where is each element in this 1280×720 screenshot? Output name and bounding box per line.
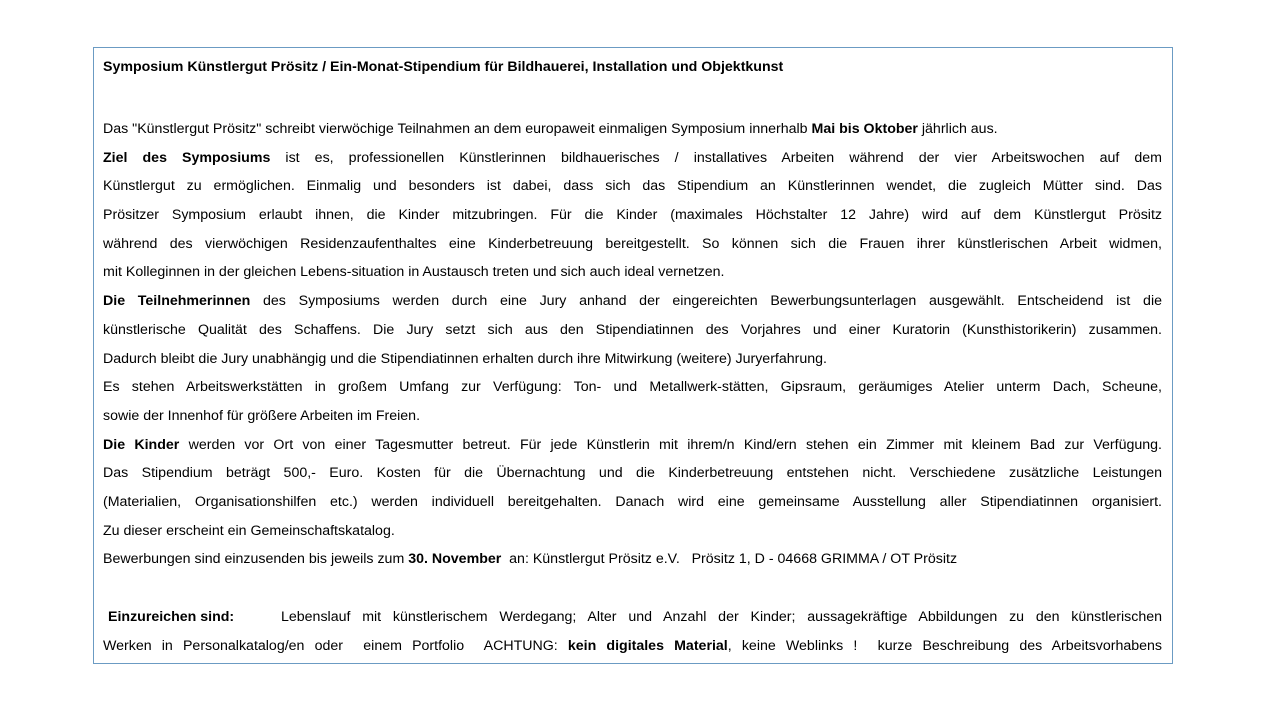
bewerbung-text: Bewerbungen sind einzusenden bis jeweils zum xyxy=(103,551,409,568)
werkstaetten-paragraph xyxy=(103,373,1162,430)
einzureichen-heading: Einzureichen sind: xyxy=(108,609,235,625)
ziel-line: Prösitzer Symposium erlaubt ihnen, die Kinder mitzubringen. Für die Kinder (maximales Höchstalter 12 Jahre) wird auf dem Künstlergut Prösitz xyxy=(103,207,1162,224)
ziel-paragraph xyxy=(103,144,1162,287)
document-title: Symposium Künstlergut Prösitz / Ein-Monat-Stipendium für Bildhauerei, Installation und Objektkunst xyxy=(103,59,784,75)
intro-text-end: jährlich aus. xyxy=(917,121,998,137)
einzureichen-line xyxy=(103,603,1162,632)
kinder-line: Das Stipendium beträgt 500,- Euro. Kosten für die Übernachtung und die Kinderbetreuung entstehen nicht. Verschiedene zusätzliche Leistungen xyxy=(103,465,1162,482)
ziel-heading: Ziel des Symposiums xyxy=(103,149,271,166)
kinder-line: Zu dieser erscheint ein Gemeinschaftskatalog. xyxy=(103,522,395,539)
teilnehmer-line: künstlerische Qualität des Schaffens. Die Jury setzt sich aus den Stipendiatinnen des Vorjahres und einer Kuratorin (Kunsthistorikerin) zusammen. xyxy=(103,321,1162,338)
kinder-line: (Materialien, Organisationshilfen etc.) werden individuell bereitgehalten. Danach wird eine gemeinsame Ausstellung aller Stipendiatinnen organisiert. xyxy=(103,493,1162,510)
einzureichen-line xyxy=(103,632,1162,661)
kinder-line xyxy=(103,431,1162,460)
einzureichen-text-end: , keine Weblinks ! kurze Beschreibung des Arbeitsvorhabens xyxy=(727,637,1163,654)
ziel-line xyxy=(103,144,1162,173)
ziel-line: Künstlergut zu ermöglichen. Einmalig und besonders ist dabei, dass sich das Stipendium an Künstlerinnen wendet, die zugleich Mütter sind. Das xyxy=(103,178,1162,195)
einzureichen-paragraph xyxy=(103,603,1162,660)
werkstaetten-line: Es stehen Arbeitswerkstätten in großem Umfang zur Verfügung: Ton- und Metallwerk-stätten, Gipsraum, geräumiges Atelier unterm Dach, Scheune, xyxy=(103,379,1162,396)
teilnehmer-line: Dadurch bleibt die Jury unabhängig und die Stipendiatinnen erhalten durch ihre Mitwirkung (weitere) Juryerfahrung. xyxy=(103,350,827,367)
ziel-line: mit Kolleginnen in der gleichen Lebens-situation in Austausch treten und sich auch ideal vernetzen. xyxy=(103,264,725,281)
ziel-line: während des vierwöchigen Residenzaufenthaltes eine Kinderbetreuung bereitgestellt. So können sich die Frauen ihrer künstlerischen Arbeit widmen, xyxy=(103,235,1162,252)
intro-text: Das "Künstlergut Prösitz" schreibt vierwöchige Teilnahmen an dem europaweit einmaligen Symposium innerhalb xyxy=(103,121,812,137)
teilnehmer-text: des Symposiums werden durch eine Jury anhand der eingereichten Bewerbungsunterlagen ausgewählt. Entscheidend ist die xyxy=(250,293,1162,310)
werkstaetten-line: sowie der Innenhof für größere Arbeiten im Freien. xyxy=(103,407,421,424)
kinder-heading: Die Kinder xyxy=(103,436,180,453)
teilnehmer-line xyxy=(103,287,1162,316)
kinder-paragraph xyxy=(103,431,1162,546)
bewerbung-paragraph xyxy=(103,545,1162,574)
intro-period: Mai bis Oktober xyxy=(811,121,918,137)
document-frame xyxy=(93,47,1173,664)
teilnehmer-paragraph xyxy=(103,287,1162,373)
kinder-text: werden vor Ort von einer Tagesmutter betreut. Für jede Künstlerin mit ihrem/n Kind/ern stehen ein Zimmer mit kleinem Bad zur Verfügung. xyxy=(179,436,1162,453)
ziel-text: ist es, professionellen Künstlerinnen bildhauerisches / installatives Arbeiten während der vier Arbeitswochen auf dem xyxy=(270,149,1162,166)
einzureichen-text: Werken in Personalkatalog/en oder einem Portfolio ACHTUNG: xyxy=(103,637,568,654)
einzureichen-text: Lebenslauf mit künstlerischem Werdegang; Alter und Anzahl der Kinder; aussagekräftige Abbildungen zu den künstlerischen xyxy=(281,609,1162,625)
teilnehmer-heading: Die Teilnehmerinnen xyxy=(103,293,251,310)
intro-paragraph xyxy=(103,115,1162,144)
einzureichen-warning: kein digitales Material xyxy=(567,637,728,654)
bewerbung-address: an: Künstlergut Prösitz e.V. Prösitz 1, D - 04668 GRIMMA / OT Prösitz xyxy=(501,551,958,568)
bewerbung-deadline: 30. November xyxy=(408,551,502,568)
